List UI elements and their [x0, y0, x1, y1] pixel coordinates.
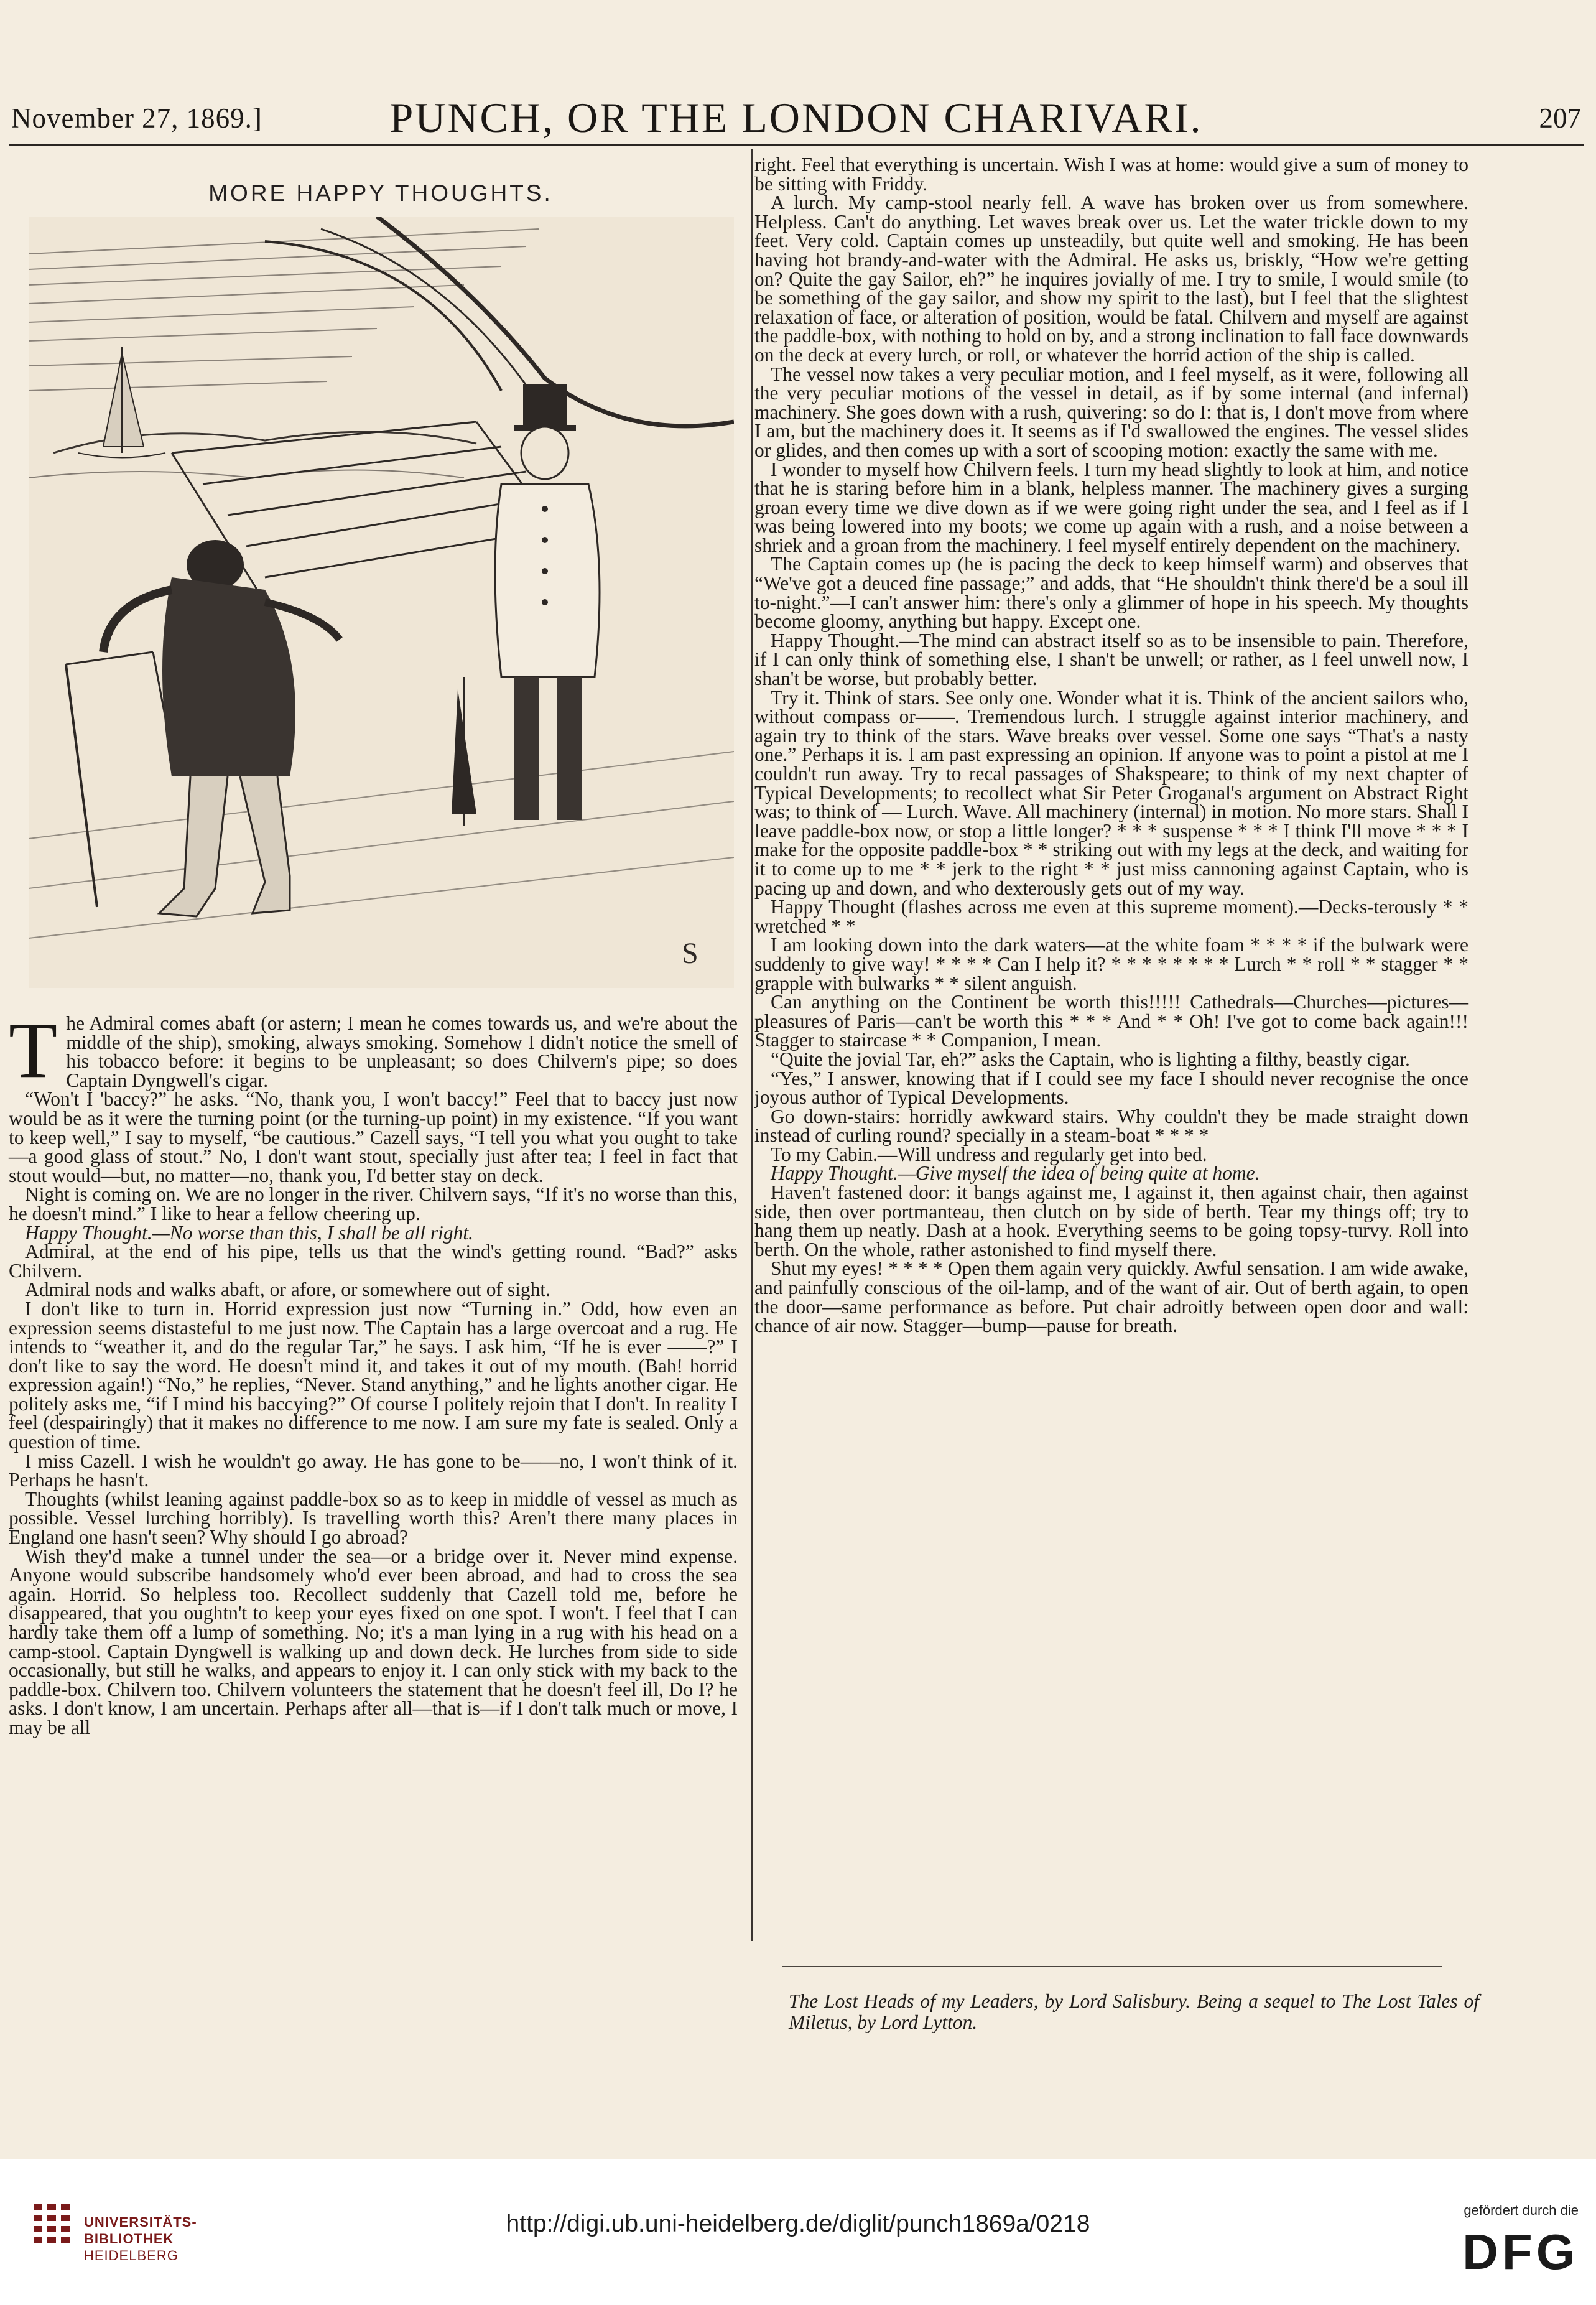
paragraph: The vessel now takes a very peculiar motion, and I feel myself, as it were, following all the very peculiar motions of the vessel in detail, as if by some internal (and infernal) machinery. She goes down with a rush, quivering: so do I: that is, I don't move from where I am, but the machinery does it. It seems as if I'd swallowed the engines. The vessel slides or glides, and then comes up with a sort of scooping motion: exactly the same with me. — [754, 363, 1468, 461]
permalink-url[interactable]: http://digi.ub.uni-heidelberg.de/diglit/punch1869a/0218 — [506, 2210, 1090, 2237]
paragraph: I wonder to myself how Chilvern feels. I turn my head slightly to look at him, and notice that he is staring before him in a blank, helpless manner. The machinery gives a surging groan every time we dive down as if we were going right under the sea, and I feel as if I was being lowered into my boots; we come up again with a rush, and a noise between a shriek and a groan from the machinery. I feel myself entirely dependent on the machinery. — [754, 458, 1468, 556]
paragraph: “Quite the jovial Tar, eh?” asks the Captain, who is lighting a filthy, beastly cigar. — [771, 1048, 1410, 1070]
paragraph: Happy Thought.—The mind can abstract itself so as to be insensible to pain. Therefore, if I can only think of something else, I shan't be unwell; or rather, as I feel unwell now, I shan't be worse, but probably better. — [754, 629, 1468, 690]
paragraph: Admiral, at the end of his pipe, tells us that the wind's getting round. “Bad?” asks Chilvern. — [9, 1241, 738, 1282]
paragraph: To my Cabin.—Will undress and regularly get into bed. — [771, 1143, 1207, 1165]
illustrator-monogram: S — [682, 937, 698, 970]
library-name: UNIVERSITÄTS- BIBLIOTHEK HEIDELBERG — [84, 2214, 197, 2263]
page-number: 207 — [1539, 103, 1581, 134]
paragraph: Go down-stairs: horridly awkward stairs. Why couldn't they be made straight down instead of curling round? specially in a steam-boat * * * * — [754, 1105, 1468, 1147]
right-column — [754, 156, 1468, 1336]
funding-note: gefördert durch die — [1464, 2202, 1579, 2218]
article-title: MORE HAPPY THOUGHTS. — [208, 180, 553, 206]
paragraph: Happy Thought.—No worse than this, I shall be all right. — [25, 1221, 474, 1244]
paragraph: A lurch. My camp-stool nearly fell. A wave has broken over us from somewhere. Helpless. Can't do anything. Let waves break over us. Let the water trickle down to my feet. Very cold. Captain comes up unsteadily, but quite well and smoking. He has been having hot brandy-and-water with the Admiral. He asks us, briskly, “How we're getting on? Quite the gay Sailor, eh?” he inquires jovially of me. I try to smile, I would smile (to be something of the gay sailor, and show my spirit to the last), but I feel that the slightest relaxation of face, or alteration of position, would be fatal. Chilvern and myself are against the paddle-box, with nothing to hold on by, and a strong inclination to fall face downwards on the deck at every lurch, or roll, or whatever the horrid action of the ship is called. — [754, 192, 1468, 366]
paragraph: Thoughts (whilst leaning against paddle-box so as to keep in middle of vessel as much as possible. Vessel lurching horribly). Is travelling worth this? Aren't there many places in England one hasn't seen? Why should I go abroad? — [9, 1488, 738, 1548]
paragraph: I miss Cazell. I wish he wouldn't go away. He has gone to be——no, I won't think of it. Perhaps he hasn't. — [9, 1450, 738, 1491]
paragraph: Happy Thought (flashes across me even at this supreme moment).—Decks-terously * * wretched * * — [754, 896, 1468, 937]
digitization-footer — [0, 2159, 1596, 2305]
paragraph: Admiral nods and walks abaft, or afore, or somewhere out of sight. — [25, 1278, 551, 1301]
header-title: PUNCH, OR THE LONDON CHARIVARI. — [389, 94, 1203, 141]
paragraph: Haven't fastened door: it bangs against me, I against it, then against chair, then against side, then over portmanteau, then clutch on by side of berth. Tear my things off; try to hang them up neatly. Dash at a hook. Everything seems to be going topsy-turvy. Roll into berth. On the whole, rather astonished to find myself there. — [754, 1181, 1468, 1260]
paragraph: “Yes,” I answer, knowing that if I could see my face I should never recognise the once joyous author of Typical Developments. — [754, 1067, 1468, 1109]
paragraph: Shut my eyes! * * * * Open them again very quickly. Awful sensation. I am wide awake, and painfully conscious of the oil-lamp, and of the want of air. Out of berth again, to open the door—same performance as before. Put chair adroitly between open door and wall: chance of air now. Stagger—bump—pause for breath. — [754, 1257, 1468, 1337]
paragraph: Try it. Think of stars. See only one. Wonder what it is. Think of the ancient sailors who, without compass or——. Tremendous lurch. I struggle against interior machinery, and again try to think of the stars. Wave breaks over vessel. Some one says “That's a nasty one.” Perhaps it is. I am past expressing an opinion. If anyone was to point a pistol at me I couldn't run away. Try to recal passages of Shakspeare; to think of my next chapter of Typical Developments; to recollect what Sir Peter Groganal's argument on Abstract Right was; to think of — Lurch. Wave. All machinery (internal) in motion. No more stars. Shall I leave paddle-box now, or stop a little longer? * * * suspense * * * I think I'll move * * * I make for the opposite paddle-box * * striking out with my legs at the deck, and waiting for it to come up to me * * jerk to the right * * just miss cannoning against Captain, who is pacing up and down, and who dexterously gets out of my way. — [754, 686, 1468, 899]
paragraph: Night is coming on. We are no longer in the river. Chilvern says, “If it's no worse than this, he doesn't mind.” I like to hear a fellow cheering up. — [9, 1183, 738, 1224]
header-date: November 27, 1869.] — [11, 103, 262, 134]
paragraph: “Won't I 'baccy?” he asks. “No, thank you, I won't baccy!” Feel that to baccy just now would be as it were the turning point (or the turning-up point) in my existence. “If you want to keep well,” I say to myself, “be cautious.” Cazell says, “I tell you what you ought to take—a good glass of stout.” No, I don't want stout, specially just after tea; I feel in fact that stout would—but, no matter—no, thank you, I'd better stay on deck. — [9, 1088, 738, 1186]
header-rule — [9, 144, 1584, 146]
paragraph: Wish they'd make a tunnel under the sea—or a bridge over it. Never mind expense. Anyone would subscribe handsomely who'd ever been abroad, and had to cross the sea again. Horrid. So helpless too. Recollect suddenly that Cazell told me, before he disappeared, that you oughtn't to keep your eyes fixed on one spot. I won't. I feel that I can hardly take them off a lump of something. No; it's a man lying in a rug with his head on a camp-stool. Captain Dyngwell is walking up and down deck. He lurches from side to side occasionally, but still he walks, and appears to enjoy it. I can only stick with my back to the paddle-box. Chilvern too. Chilvern volunteers the statement that he doesn't feel ill, Do I? he asks. I don't know, I am uncertain. Perhaps after all—that is—if I don't talk much or move, I may be all — [9, 1545, 738, 1738]
paragraph: I don't like to turn in. Horrid expression just now “Turning in.” Odd, how even an expression seems distasteful to me just now. The Captain has a large overcoat and a rug. He intends to “weather it, and do the regular Tar,” he says. I ask him, “If he is ever ——?” I don't like to say the word. He doesn't mind it, and takes it out of my mouth. (Bah! horrid expression again!) “No,” he replies, “Never. Stand anything,” and he lights another cigar. He politely asks me, “if I mind his baccying?” Of course I politely rejoin that I don't. In reality I feel (despairingly) that it makes no difference to me now. I am sure my fate is sealed. Only a question of time. — [9, 1297, 738, 1453]
drop-cap: T — [9, 1006, 58, 1094]
running-header — [11, 94, 1581, 141]
paragraph: right. Feel that everything is uncertain. Wish I was at home: would give a sum of money to be sitting with Friddy. — [754, 154, 1468, 195]
paragraph: I am looking down into the dark waters—at the white foam * * * * if the bulwark were suddenly to give way! * * * * Can I help it? * * * * * * * * Lurch * * roll * * stagger * * grapple with bulwarks * * silent anguish. — [754, 934, 1468, 994]
cartoon-illustration — [29, 217, 734, 988]
footnote-rule — [782, 1966, 1442, 1967]
footnote: The Lost Heads of my Leaders, by Lord Salisbury. Being a sequel to The Lost Tales of Miletus, by Lord Lytton. — [789, 1990, 1479, 2033]
paragraph: The Captain comes up (he is pacing the deck to keep himself warm) and observes that “We've got a deuced fine passage;” and adds, that “He shouldn't think there'd be a soul ill to-night.”—I can't answer him: there's only a glimmer of hope in his speech. My thoughts become gloomy, anything but happy. Except one. — [754, 553, 1468, 633]
column-rule — [751, 149, 753, 1941]
paragraph: Happy Thought.—Give myself the idea of being quite at home. — [771, 1162, 1260, 1185]
paragraph: he Admiral comes abaft (or astern; I mean he comes towards us, and we're about the middle of the ship), smoking, always smoking. Somehow I didn't notice the smell of his tobacco before: it begins to be unpleasant; so does Chilvern's pipe; so does Captain Dyngwell's cigar. — [66, 1012, 738, 1091]
dfg-logo: DFG — [1462, 2224, 1579, 2279]
paragraph: Can anything on the Continent be worth this!!!!! Cathedrals—Churches—pictures—pleasures of Paris—can't be worth this * * * And * * Oh! I've got to come back again!!! Stagger to staircase * * Companion, I mean. — [754, 991, 1468, 1051]
left-column — [9, 1006, 738, 1738]
